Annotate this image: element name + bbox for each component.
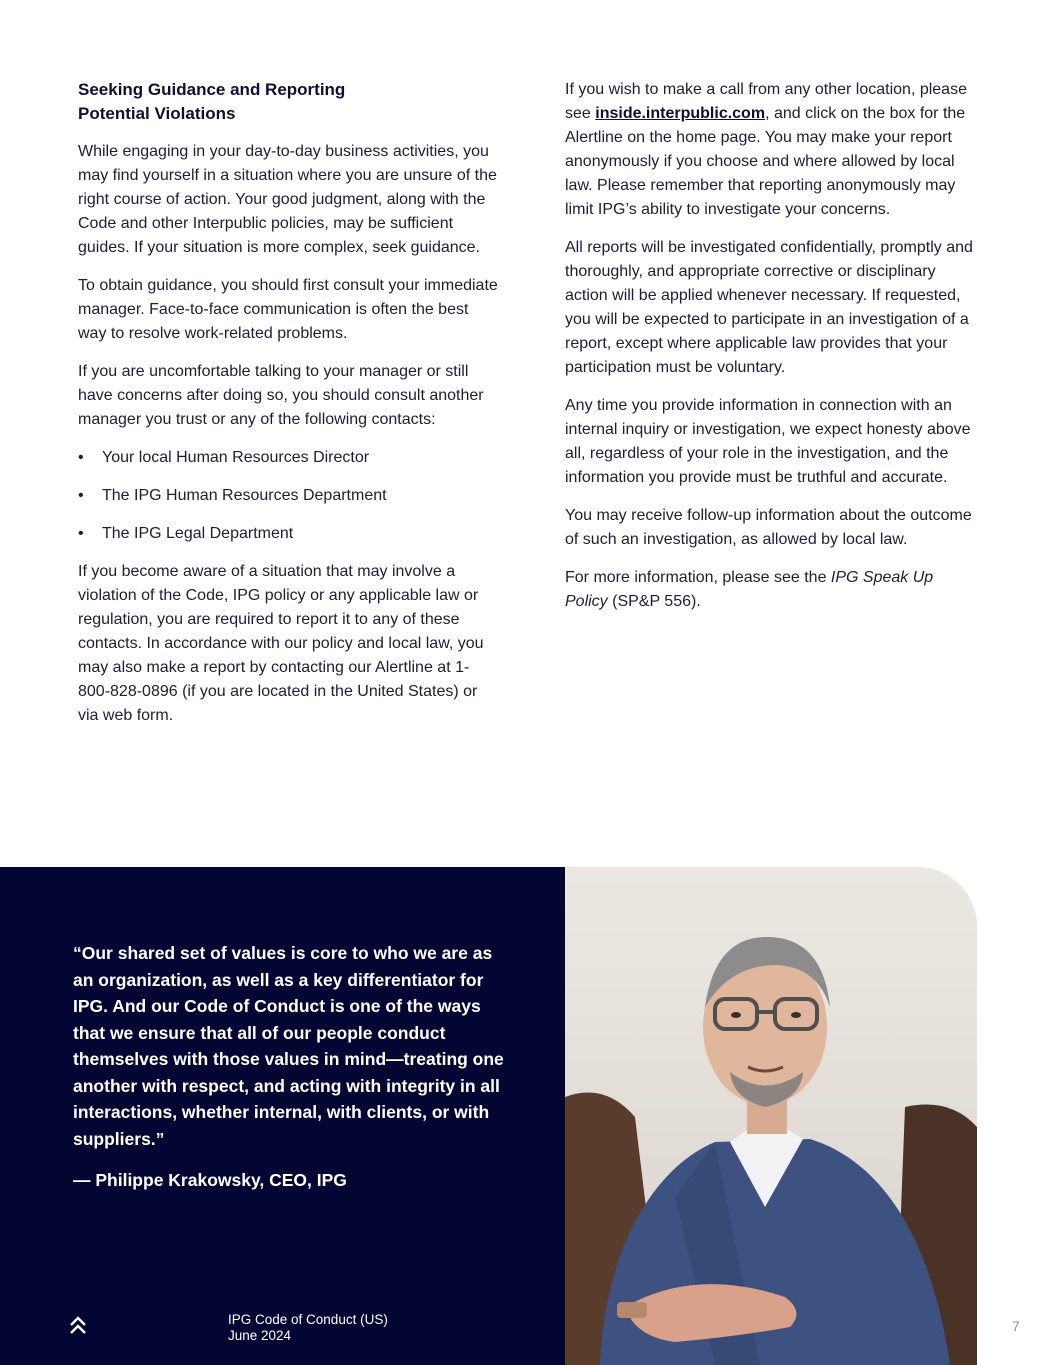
page-number: 7: [1012, 1318, 1020, 1334]
contacts-list: [78, 446, 498, 546]
paragraph-more-info: For more information, please see the IPG Speak Up Policy (SP&P 556).: [565, 569, 934, 610]
ceo-portrait: [565, 867, 977, 1365]
footer: [228, 1312, 388, 1344]
section-heading: Seeking Guidance and Reporting Potential Violations: [78, 80, 346, 123]
list-item: • The IPG Human Resources Department: [78, 484, 498, 508]
double-chevron-up-icon[interactable]: [68, 1314, 88, 1336]
paragraph-other-contacts: If you are uncomfortable talking to your manager or still have concerns after doing so, you should consult another manager you trust or any of the following contacts:: [78, 363, 484, 428]
interpublic-link[interactable]: inside.interpublic.com: [595, 105, 766, 122]
footer-date: June 2024: [228, 1328, 292, 1343]
right-column: [565, 78, 975, 628]
paragraph-report-violation: If you become aware of a situation that may involve a violation of the Code, IPG policy or any applicable law or regulation, you are required to report it to any of these contacts. In accordance with our policy and local law, you may also make a report by contacting our Alertline at 1-800-828-0896 (if you are located in the United States) or via web form.: [78, 563, 484, 724]
paragraph-investigation: All reports will be investigated confidentially, promptly and thoroughly, and appropriate corrective or disciplinary action will be applied whenever necessary. If requested, you will be expected to participate in an investigation of a report, except where applicable law provides that your participation must be voluntary.: [565, 239, 973, 376]
paragraph-call-other-location: If you wish to make a call from any other location, please see inside.interpublic.com, and click on the box for the Alertline on the home page. You may make your report anonymously if you choose and where allowed by local law. Please remember that reporting anonymously may limit IPG’s ability to investigate your concerns.: [565, 81, 967, 218]
speak-up-policy-title: IPG Speak Up Policy: [565, 569, 934, 610]
paragraph-follow-up: You may receive follow-up information about the outcome of such an investigation, as allowed by local law.: [565, 507, 972, 548]
quote-attribution: — Philippe Krakowsky, CEO, IPG: [73, 1170, 347, 1190]
left-column: [78, 78, 498, 742]
paragraph-consult-manager: To obtain guidance, you should first consult your immediate manager. Face-to-face communication is often the best way to resolve work-related problems.: [78, 277, 498, 342]
footer-doc-title: IPG Code of Conduct (US): [228, 1312, 388, 1327]
portrait-illustration: [565, 867, 977, 1365]
paragraph-honesty: Any time you provide information in connection with an internal inquiry or investigation, we expect honesty above all, regardless of your role in the investigation, and the information you provide must be truthful and accurate.: [565, 397, 971, 486]
list-item: • The IPG Legal Department: [78, 522, 498, 546]
list-item: • Your local Human Resources Director: [78, 446, 498, 470]
paragraph-guidance-intro: While engaging in your day-to-day business activities, you may find yourself in a situation where you are unsure of the right course of action. Your good judgment, along with the Code and other Interpublic policies, may be sufficient guides. If your situation is more complex, seek guidance.: [78, 143, 497, 256]
ceo-quote: “Our shared set of values is core to who we are as an organization, as well as a key differentiator for IPG. And our Code of Conduct is one of the ways that we ensure that all of our people conduct themselves with those values in mind—treating one another with respect, and acting with integrity in all interactions, whether internal, with clients, or with suppliers.”: [73, 943, 504, 1149]
